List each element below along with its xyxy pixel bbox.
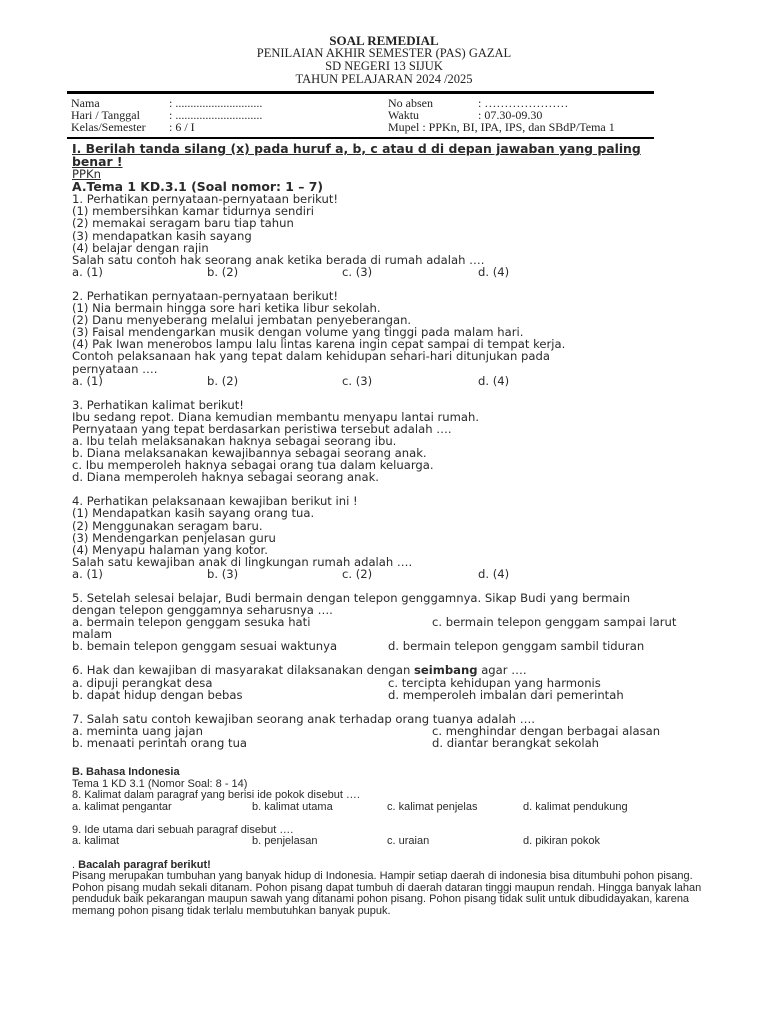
q8-option-c[interactable]: c. kalimat penjelas (387, 800, 478, 813)
q9-option-d[interactable]: d. pikiran pokok (523, 835, 601, 848)
reading-prefix: . (72, 858, 79, 871)
q1-line: (4) belajar dengan rajin (72, 240, 209, 255)
q1-line: (3) mendapatkan kasih sayang (72, 228, 252, 243)
q9-option-a[interactable]: a. kalimat (72, 835, 120, 848)
mupel-value: Mupel : PPKn, BI, IPA, IPS, dan SBdP/Tema 1 (388, 120, 615, 134)
q8-option-b[interactable]: b. kalimat utama (252, 800, 333, 813)
q2-options (72, 375, 742, 387)
q1-line: (2) memakai seragam baru tiap tahun (72, 216, 294, 231)
q4-line: (2) Menggunakan seragam baru. (72, 518, 263, 533)
q8-options (72, 802, 732, 814)
hari-label: Hari / Tanggal (71, 108, 140, 122)
q9-option-b[interactable]: b. penjelasan (252, 835, 318, 848)
q4-line: Salah satu kewajiban anak di lingkungan rumah adalah …. (72, 554, 413, 569)
absen-label: No absen (388, 96, 433, 110)
q4-line: (4) Menyapu halaman yang kotor. (72, 542, 268, 557)
q4-option-d[interactable]: d. (4) (478, 566, 510, 581)
q5-line: dengan telepon genggamnya seharusnya …. (72, 603, 333, 618)
q5-options-row1 (72, 616, 742, 628)
school-year: TAHUN PELAJARAN 2024 /2025 (295, 72, 473, 86)
q4-options (72, 568, 742, 580)
q9-line: 9. Ide utama dari sebuah paragraf disebut …. (72, 823, 294, 836)
bahasa-tema: Tema 1 KD 3.1 (Nomor Soal: 8 - 14) (72, 777, 248, 790)
q5-option-c[interactable]: c. bermain telepon genggam sampai larut (432, 615, 677, 630)
q3-option-a[interactable]: a. Ibu telah melaksanakan haknya sebagai seorang ibu. (72, 433, 397, 448)
student-info (71, 97, 661, 137)
q6-text-post: agar …. (477, 663, 527, 678)
q7-option-a[interactable]: a. meminta uang jajan (72, 723, 203, 738)
q3-line: Ibu sedang repot. Diana kemudian membantu menyapu lantai rumah. (72, 409, 480, 424)
q1-option-b[interactable]: b. (2) (207, 264, 239, 279)
reading-title: Bacalah paragraf berikut! (78, 858, 211, 871)
q2-option-b[interactable]: b. (2) (207, 373, 239, 388)
q5-options-row2 (72, 640, 742, 652)
section-instruction-cont: benar ! (72, 153, 123, 169)
q1-line: Salah satu contoh hak seorang anak ketika berada di rumah adalah …. (72, 252, 485, 267)
q9-options (72, 836, 732, 848)
q5-line: 5. Setelah selesai belajar, Budi bermain dengan telepon genggamnya. Sikap Budi yang bermain (72, 591, 631, 605)
reading-paragraph: Pisang merupakan tumbuhan yang banyak hidup di Indonesia. Hampir setiap daerah di indonesia bisa ditumbuhi pohon pisang. Pohon pisang mudah sekali ditanam. Pohon pisang dapat tumbuh di daerah dataran tinggi maupun rendah. Hingga banyak lahan penduduk baik pekarangan maupun sawah yang ditanami pohon pisang. Pohon pisang tidak sulit untuk dibudidayakan, karena memang pohon pisang tidak terlalu membutuhkan banyak pupuk. (72, 870, 702, 917)
q2-option-d[interactable]: d. (4) (478, 373, 510, 388)
q5-option-d[interactable]: d. bermain telepon genggam sambil tiduran (388, 639, 645, 654)
q3-option-b[interactable]: b. Diana melaksanakan kewajibannya sebagai seorang anak. (72, 446, 427, 461)
q6-line (72, 664, 742, 676)
q7-option-c[interactable]: c. menghindar dengan berbagai alasan (432, 723, 661, 738)
q6-option-a[interactable]: a. dipuji perangkat desa (72, 675, 213, 690)
nama-field[interactable]: : ............................. (169, 96, 263, 110)
q6-options-row1 (72, 677, 742, 689)
q6-option-d[interactable]: d. memperoleh imbalan dari pemerintah (388, 687, 624, 702)
q6-text-pre: 6. Hak dan kewajiban di masyarakat dilaksanakan dengan (72, 663, 415, 678)
waktu-value: : 07.30-09.30 (478, 108, 543, 122)
hari-field[interactable]: : ............................. (169, 108, 263, 122)
bahasa-title: B. Bahasa Indonesia (72, 766, 180, 778)
q3-option-c[interactable]: c. Ibu memperoleh haknya sebagai orang tua dalam keluarga. (72, 458, 434, 473)
q1-option-c[interactable]: c. (3) (342, 264, 373, 279)
exam-title: SOAL REMEDIAL (329, 33, 439, 48)
q3-option-d[interactable]: d. Diana memperoleh haknya sebagai seorang anak. (72, 470, 379, 485)
q2-line: (3) Faisal mendengarkan musik dengan volume yang tinggi pada malam hari. (72, 325, 524, 340)
q4-line: (1) Mendapatkan kasih sayang orang tua. (72, 506, 315, 521)
q3-line: Pernyataan yang tepat berdasarkan peristiwa tersebut adalah …. (72, 421, 452, 436)
exam-subtitle: PENILAIAN AKHIR SEMESTER (PAS) GAZAL (256, 46, 512, 60)
q2-line: 2. Perhatikan pernyataan-pernyataan berikut! (72, 288, 339, 303)
q2-line: (1) Nia bermain hingga sore hari ketika libur sekolah. (72, 301, 381, 316)
q4-option-c[interactable]: c. (2) (342, 566, 373, 581)
absen-field[interactable]: : ………………… (478, 96, 569, 110)
q7-line: 7. Salah satu contoh kewajiban seorang anak terhadap orang tuanya adalah …. (72, 711, 535, 726)
q8-option-a[interactable]: a. kalimat pengantar (72, 800, 172, 813)
q4-option-a[interactable]: a. (1) (72, 566, 103, 581)
q2-line: Contoh pelaksanaan hak yang tepat dalam kehidupan sehari-hari ditunjukan pada (72, 349, 550, 364)
q2-option-a[interactable]: a. (1) (72, 373, 103, 388)
section-instruction: I. Berilah tanda silang (x) pada huruf a, b, c atau d di depan jawaban yang paling (72, 141, 641, 156)
q7-options-row2 (72, 737, 742, 749)
q5-option-b[interactable]: b. bemain telepon genggam sesuai waktunya (72, 639, 338, 654)
q1-line: (1) membersihkan kamar tidurnya sendiri (72, 204, 314, 219)
q4-option-b[interactable]: b. (3) (207, 566, 239, 581)
header-rule-bottom (67, 137, 654, 139)
exam-header (0, 34, 768, 86)
q7-option-b[interactable]: b. menaati perintah orang tua (72, 735, 248, 750)
q7-option-d[interactable]: d. diantar berangkat sekolah (432, 735, 600, 750)
kelas-label: Kelas/Semester (71, 120, 146, 134)
q9-option-c[interactable]: c. uraian (387, 835, 430, 848)
q4-line: 4. Perhatikan pelaksanaan kewajiban berikut ini ! (72, 494, 358, 509)
tema-heading: A.Tema 1 KD.3.1 (Soal nomor: 1 – 7) (72, 179, 323, 195)
q8-option-d[interactable]: d. kalimat pendukung (523, 800, 628, 813)
subject-label: PPKn (72, 167, 101, 182)
q6-option-b[interactable]: b. dapat hidup dengan bebas (72, 687, 243, 702)
school-name: SD NEGERI 13 SIJUK (325, 59, 443, 73)
q2-line: (2) Danu menyeberang melalui jembatan penyeberangan. (72, 313, 412, 328)
q4-line: (3) Mendengarkan penjelasan guru (72, 530, 276, 545)
kelas-value: : 6 / I (169, 120, 195, 134)
q8-line: 8. Kalimat dalam paragraf yang berisi ide pokok disebut …. (72, 789, 360, 802)
waktu-label: Waktu (388, 108, 420, 122)
header-rule-top (67, 91, 654, 94)
q1-option-a[interactable]: a. (1) (72, 264, 103, 279)
q1-option-d[interactable]: d. (4) (478, 264, 510, 279)
q1-options (72, 266, 742, 278)
q2-line: pernyataan …. (72, 361, 158, 376)
q2-option-c[interactable]: c. (3) (342, 373, 373, 388)
nama-label: Nama (71, 96, 100, 110)
q5-option-a[interactable]: a. bermain telepon genggam sesuka hati (72, 615, 311, 630)
q2-line: (4) Pak Iwan menerobos lampu lalu lintas karena ingin cepat sampai di tempat kerja. (72, 337, 566, 352)
q6-options-row2 (72, 689, 742, 701)
q5-option-c-cont: malam (72, 627, 113, 642)
section-bahasa-indonesia (72, 767, 732, 918)
q1-line: 1. Perhatikan pernyataan-pernyataan berikut! (72, 192, 339, 207)
q3-line: 3. Perhatikan kalimat berikut! (72, 397, 244, 412)
section-ppkn (72, 143, 742, 749)
q6-option-c[interactable]: c. tercipta kehidupan yang harmonis (388, 675, 601, 690)
q6-keyword: seimbang (414, 663, 478, 678)
